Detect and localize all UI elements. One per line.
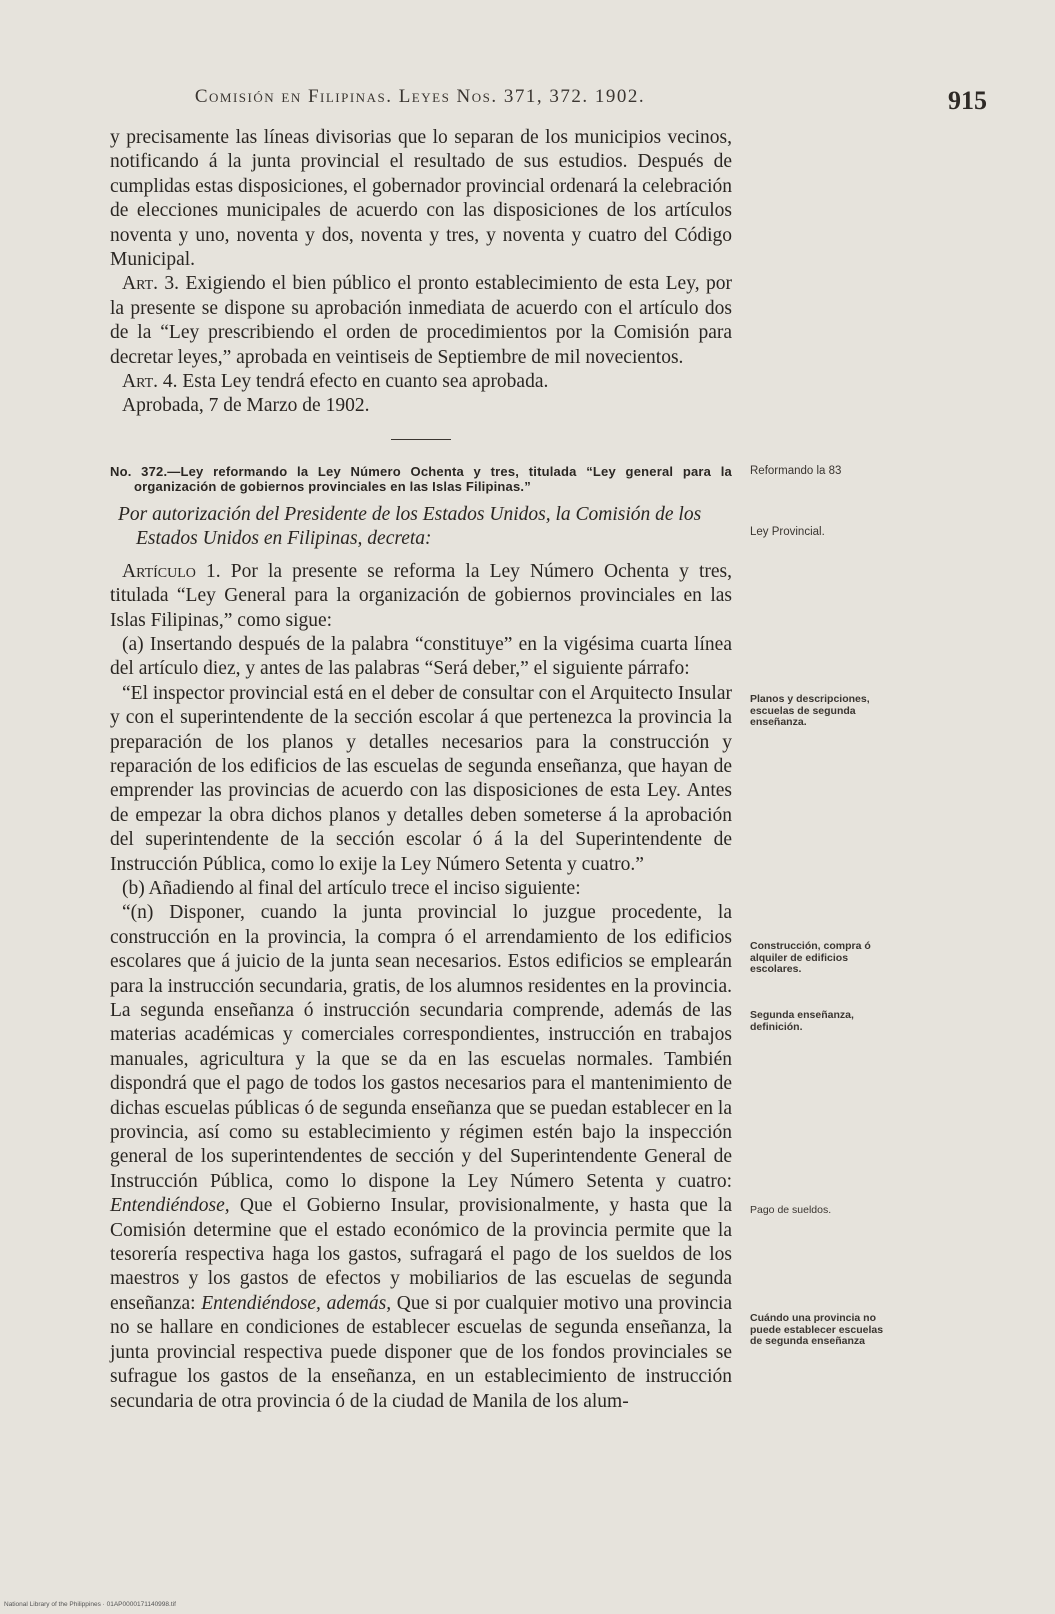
article-1-label: Artículo 1. bbox=[122, 560, 221, 582]
running-head bbox=[110, 86, 730, 108]
enacting-clause: Por autorización del Presidente de los Estados Unidos, la Comisión de los Estados Unidos en Filipinas, decreta: bbox=[118, 503, 702, 550]
margin-note-reformando: Reformando la 83 bbox=[750, 465, 842, 477]
approval-date: Aprobada, 7 de Marzo de 1902. bbox=[122, 395, 370, 417]
scan-credit: National Library of the Philippines · 01AP0000171140998.tif bbox=[4, 1601, 176, 1608]
proviso-label-2: Entendiéndose, además, bbox=[201, 1292, 392, 1314]
clause-a: (a) Insertando después de la palabra “constituye” en la vigésima cuarta línea del artículo diez, y antes de las palabras “Será deber,” el siguiente párrafo: bbox=[110, 633, 732, 680]
article-4-text: Esta Ley tendrá efecto en cuanto sea aprobada. bbox=[182, 371, 549, 393]
margin-note-planos: Planos y descripciones, escuelas de segunda enseñanza. bbox=[750, 693, 870, 728]
page-number: 915 bbox=[948, 86, 987, 115]
margin-note-cuando: Cuándo una provincia no puede establecer escuelas de segunda enseñanza bbox=[750, 1312, 884, 1347]
quote-n-part-1: “(n) Disponer, cuando la junta provincial lo juzgue procedente, la construcción en la provincia, la compra ó el arrendamiento de los edificios escolares que á juicio de la junta sean necesarios. Estos edificios se emplearán para la instrucción secundaria, gratis, de los alumnos residentes en la provincia. La segunda enseñanza ó instrucción secundaria comprende, además de las materias académicas y comerciales correspondientes, instrucción en trabajos manuales, agricultura y la que se da en las escuelas normales. También dispondrá que el pago de todos los gastos necesarios para el mantenimiento de dichas escuelas públicas ó de segunda enseñanza que se puedan establecer en la provincia, así como su establecimiento y régimen estén bajo la inspección general de los superintendentes de sección y del Superintendente General de Instrucción Pública, como lo dispone la Ley Número Setenta y cuatro: bbox=[110, 902, 732, 1192]
article-4-label: Art. 4. bbox=[122, 371, 178, 393]
law-heading: No. 372.—Ley reformando la Ley Número Ochenta y tres, titulada “Ley general para la organización de gobiernos provinciales en las Islas Filipinas.” bbox=[110, 463, 732, 495]
margin-note-segunda-ensenanza: Segunda enseñanza, definición. bbox=[750, 1009, 854, 1033]
paragraph-continuation: y precisamente las líneas divisorias que lo separan de los municipios vecinos, notificando á la junta provincial el resultado de sus estudios. Después de cumplidas estas disposiciones, el gobernador provincial ordenará la celebración de elecciones municipales de acuerdo con las disposiciones de los artículos noventa y uno, noventa y dos, noventa y tres, y noventa y cuatro del Código Municipal. bbox=[110, 127, 732, 271]
article-1 bbox=[110, 560, 732, 633]
quote-n-part-3: Que si por cualquier motivo una provincia no se hallare en condiciones de establecer escuelas de segunda enseñanza, la junta provincial respectiva puede disponer que de los fondos provinciales se sufrague los gastos de la enseñanza, en un establecimiento de instrucción secundaria de otra provincia ó de la ciudad de Manila de los alum- bbox=[110, 1292, 733, 1412]
page-header bbox=[0, 0, 1055, 130]
article-1-text: Por la presente se reforma la Ley Número Ochenta y tres, titulada “Ley General para la organización de gobiernos provinciales en las Islas Filipinas,” como sigue: bbox=[110, 560, 732, 631]
body-column bbox=[110, 126, 732, 1414]
margin-note-construccion: Construcción, compra ó alquiler de edificios escolares. bbox=[750, 940, 871, 975]
article-3-text: Exigiendo el bien público el pronto establecimiento de esta Ley, por la presente se dispone su aprobación inmediata de acuerdo con el artículo dos de la “Ley prescribiendo el orden de procedimientos por la Comisión para decretar leyes,” aprobada en veintiseis de Septiembre de mil novecientos. bbox=[110, 273, 732, 368]
quote-n-part-2: Que el Gobierno Insular, provisionalmente, y hasta que la Comisión determine que el estado económico de la provincia permite que la tesorería respectiva haga los gastos, sufragará el pago de los sueldos de los maestros y los gastos de efectos y mobiliarios de las escuelas de segunda enseñanza: bbox=[110, 1195, 732, 1314]
section-divider bbox=[391, 439, 451, 440]
running-head-text: Comisión en Filipinas. Leyes Nos. 371, 372. 1902. bbox=[194, 86, 646, 107]
clause-b: (b) Añadiendo al final del artículo trece el inciso siguiente: bbox=[122, 877, 581, 899]
article-4 bbox=[110, 370, 732, 394]
quoted-paragraph-a: “El inspector provincial está en el deber de consultar con el Arquitecto Insular y con el superintendente de la sección escolar á que pertenezca la provincia la preparación de los planos y detalles necesarios para la construcción y reparación de los edificios de las escuelas de segunda enseñanza, que hayan de emprender las provincias de acuerdo con las disposiciones de esta Ley. Antes de empezar la obra dichos planos y detalles deben someterse á la aprobación del superintendente de la sección escolar ó á la del Superintendente de Instrucción Pública, como lo exije la Ley Número Setenta y cuatro.” bbox=[110, 682, 732, 875]
margin-note-pago: Pago de sueldos. bbox=[750, 1204, 832, 1216]
quoted-paragraph-n bbox=[110, 901, 732, 1414]
article-3-label: Art. 3. bbox=[122, 273, 180, 295]
margin-note-ley-provincial: Ley Provincial. bbox=[750, 526, 825, 538]
article-3 bbox=[110, 272, 732, 370]
proviso-label-1: Entendiéndose, bbox=[110, 1195, 230, 1217]
